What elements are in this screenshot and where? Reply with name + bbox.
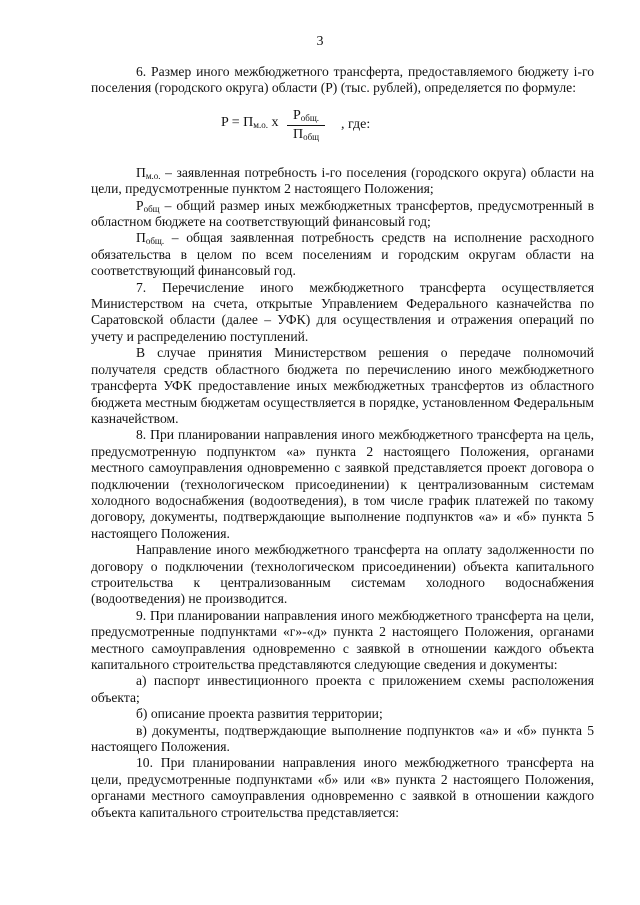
page-number: 3 xyxy=(316,34,324,49)
paragraph-9: 9. При планировании направления иного межбюджетного трансферта на цели, предусмотренные подпунктами «г»-«д» пункта 2 настоящего Положения, органами местного самоуправления одновременно с заявкой в отношении каждого объекта капитального строительства представляются следующие сведения и документы: xyxy=(91,607,594,672)
paragraph-9-item-a: а) паспорт инвестиционного проекта с приложением схемы расположения объекта; xyxy=(91,673,594,705)
paragraph-8-continued: Направление иного межбюджетного трансферта на оплату задолженности по договору о подключении (технологическом присоединении) объекта капитального строительства к централизованным системам холодного водоснабжения (водоотведения) не производится. xyxy=(91,542,594,607)
paragraph-8: 8. При планировании направления иного межбюджетного трансферта на цель, предусмотренную подпунктом «а» пункта 2 настоящего Положения, органами местного самоуправления одновременно с заявкой представляется проект договора о подключении (технологическом присоединении) к централизованным системам холодного водоснабжения (водоотведения), в том числе график платежей по такому договору, документы, подтверждающие выполнение подпунктов «а» и «б» пункта 5 настоящего Положения. xyxy=(91,427,594,541)
formula-numerator: $P_{общ.}$ xyxy=(287,107,325,126)
paragraph-7: 7. Перечисление иного межбюджетного трансферта осуществляется Министерством на счета, открытые Управлением Федерального казначейства по Саратовской области (далее – УФК) для осуществления и отражения операций по учету и распределению поступлений. xyxy=(91,279,594,344)
definition-2: $P_{общ}$ – общий размер иных межбюджетных трансфертов, предусмотренный в областном бюджете на соответствующий финансовый год; xyxy=(91,197,594,230)
definition-1: $П_{м.о.}$ – заявленная потребность i-го поселения (городского округа) области на цели, предусмотренные пунктом 2 настоящего Положения; xyxy=(91,164,594,197)
formula xyxy=(91,103,594,159)
paragraph-9-item-c: в) документы, подтверждающие выполнение подпунктов «а» и «б» пункта 5 настоящего Положения. xyxy=(91,722,594,755)
paragraph-9-item-b: б) описание проекта развития территории; xyxy=(136,706,383,722)
paragraph-7-continued: В случае принятия Министерством решения о передаче полномочий получателя средств областного бюджета по перечислению иного межбюджетного трансферта УФК предоставление иных межбюджетных трансфертов из областного бюджета местным бюджетам осуществляется в порядке, установленном Федеральным казначейством. xyxy=(91,345,594,426)
formula-lhs: $P = П_{м.о.}$ x xyxy=(221,114,279,130)
formula-fraction xyxy=(287,107,325,144)
paragraph-6: 6. Размер иного межбюджетного трансферта, предоставляемого бюджету i-го поселения (городского округа) области (P) (тыс. рублей), определяется по формуле: xyxy=(91,64,594,96)
definition-3: $П_{общ.}$ – общая заявленная потребность средств на исполнение расходного обязательства в целом по всем поселениям и городским округам области на соответствующий финансовый год. xyxy=(91,230,594,279)
formula-denominator: $П_{общ}$ xyxy=(292,126,320,142)
document-body xyxy=(91,64,594,821)
paragraph-10: 10. При планировании направления иного межбюджетного трансферта на цели, предусмотренные подпунктами «б» или «в» пункта 2 настоящего Положения, органами местного самоуправления одновременно с заявкой в отношении каждого объекта капитального строительства представляется: xyxy=(91,755,594,820)
formula-tail: , где: xyxy=(341,116,371,132)
